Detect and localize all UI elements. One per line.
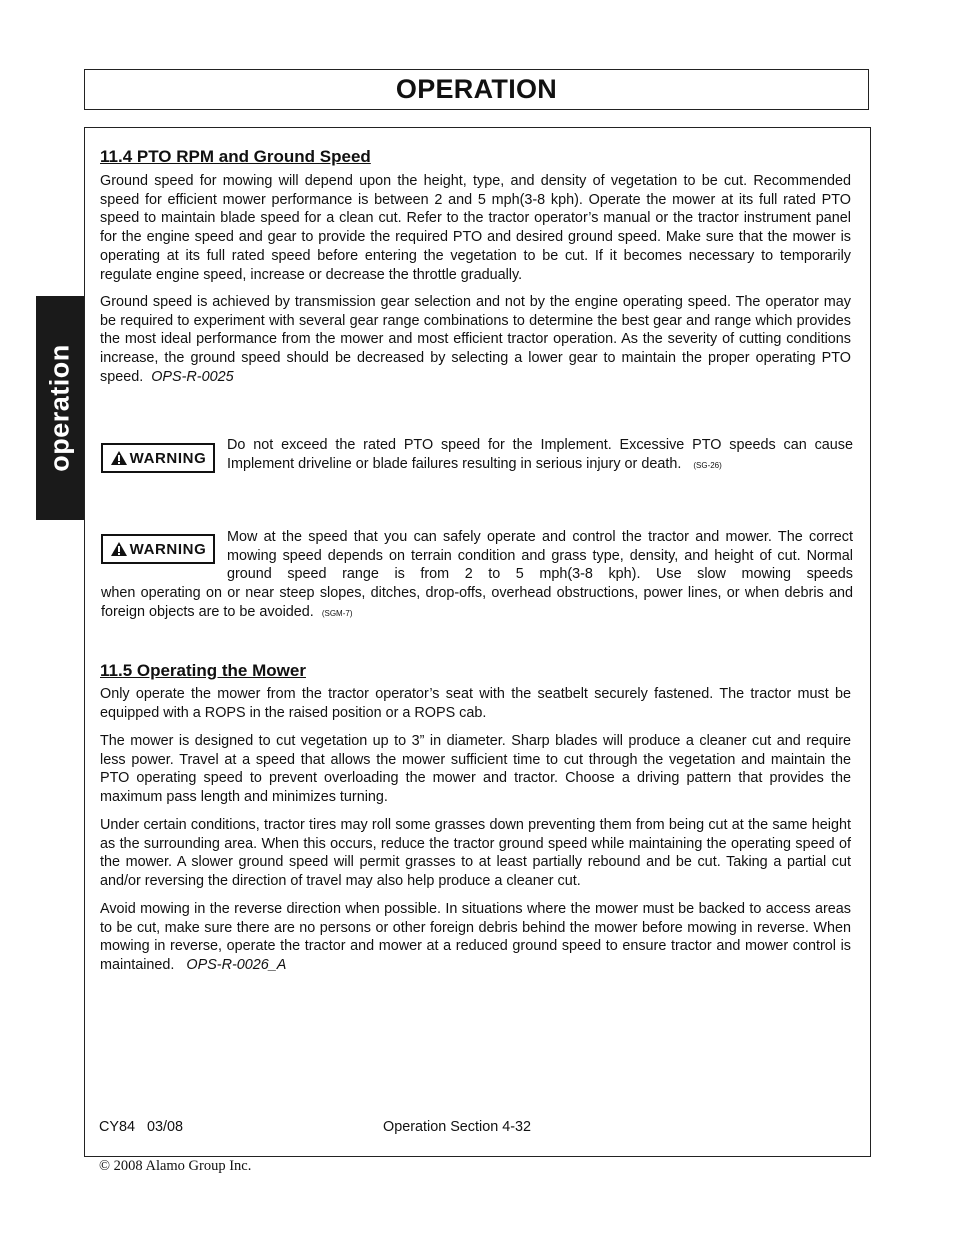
warning2-text-part1 xyxy=(227,528,853,584)
section-11-5-para3 xyxy=(100,816,851,891)
section-11-5-title: 11.5 Operating the Mower xyxy=(100,661,306,680)
section-11-4-title: 11.4 PTO RPM and Ground Speed xyxy=(100,147,371,166)
para-text: Only operate the mower from the tractor operator’s seat with the seatbelt securely fastened. The tractor must be equipped with a ROPS in the raised position or a ROPS cab. xyxy=(100,686,851,721)
para-text: Avoid mowing in the reverse direction when possible. In situations where the mower must be backed to access areas to be cut, make sure there are no persons or other foreign debris behind the mower before mowing in reverse. When mowing in reverse, operate the tractor and mower at a reduced ground speed to ensure tractor and mower control is maintained. xyxy=(100,901,851,974)
warning-text: Do not exceed the rated PTO speed for the Implement. Excessive PTO speeds can cause Implement driveline or blade failures resulting in serious injury or death. xyxy=(227,437,853,472)
footer-model-date: CY84 03/08 xyxy=(99,1119,184,1135)
warning-label: WARNING xyxy=(129,540,207,558)
warning-badge xyxy=(101,443,215,473)
warning2-text-part2 xyxy=(101,584,853,623)
footer-section-page: Operation Section 4-32 xyxy=(383,1119,531,1135)
warning-ref: (SG-26) xyxy=(693,460,722,470)
warning-text: Mow at the speed that you can safely operate and control the tractor and mower. The correct mowing speed depends on terrain condition and grass type, density, and height of cut. Normal ground speed range is from 2 to 5 mph(3-8 kph). Use slow mowing speeds xyxy=(227,529,853,583)
side-tab-label: operation xyxy=(44,344,75,472)
content-box xyxy=(84,127,871,1157)
section-11-4-para1 xyxy=(100,172,851,284)
page-header xyxy=(84,69,869,110)
para-text: Ground speed for mowing will depend upon the height, type, and density of vegetation to be cut. Recommended speed for efficient mower performance is between 2 and 5 mph(3-8 kph). Operate the mower at its full rated PTO speed to maintain blade speed for a clean cut. Refer to the tractor operator’s manual or the tractor instrument panel for the engine speed and gear to provide the required PTO and desired ground speed. Make sure that the mower is operating at its full rated speed before entering the vegetation to be cut. If it becomes necessary to temporarily regulate engine speed, increase or decrease the throttle gradually. xyxy=(100,173,851,283)
para-text: Under certain conditions, tractor tires may roll some grasses down preventing them from being cut at the same height as the surrounding area. When this occurs, reduce the tractor ground speed while maintaining the operating speed of the mower. A slower ground speed will permit grasses to at least partially rebound and be cut. Taking a partial cut and/or reversing the direction of travel may also help produce a cleaner cut. xyxy=(100,817,851,890)
warning1-text xyxy=(227,436,853,475)
copyright: © 2008 Alamo Group Inc. xyxy=(99,1158,252,1174)
warning-triangle-icon xyxy=(110,450,128,466)
warning-triangle-icon xyxy=(110,541,128,557)
warning-label: WARNING xyxy=(129,449,207,467)
reference-code: OPS-R-0025 xyxy=(151,368,234,385)
warning-text: when operating on or near steep slopes, ditches, drop-offs, overhead obstructions, power lines, or when debris and foreign objects are to be avoided. xyxy=(101,585,853,620)
reference-code: OPS-R-0026_A xyxy=(186,957,287,974)
section-11-5-para2 xyxy=(100,732,851,807)
section-11-5-para1 xyxy=(100,685,851,722)
section-11-5-para4 xyxy=(100,900,851,975)
para-text: Ground speed is achieved by transmission gear selection and not by the engine operating speed. The operator may be required to experiment with several gear range combinations to determine the best gear and range which provides the most ideal performance from the mower and most efficient tractor operation. As the severity of cutting conditions increase, the ground speed should be decreased by selecting a lower gear to maintain the proper operating PTO speed. xyxy=(100,294,851,385)
para-text: The mower is designed to cut vegetation up to 3” in diameter. Sharp blades will produce a cleaner cut and require less power. Travel at a speed that allows the mower sufficient time to cut through the vegetation and maintain the PTO operating speed to prevent overloading the mower and tractor. Choose a driving pattern that provides the maximum pass length and minimizes turning. xyxy=(100,733,851,806)
warning-badge xyxy=(101,534,215,564)
header-title: OPERATION xyxy=(395,74,558,104)
section-11-4-para2 xyxy=(100,293,851,387)
side-tab xyxy=(36,296,84,520)
warning-ref: (SGM-7) xyxy=(321,608,353,618)
